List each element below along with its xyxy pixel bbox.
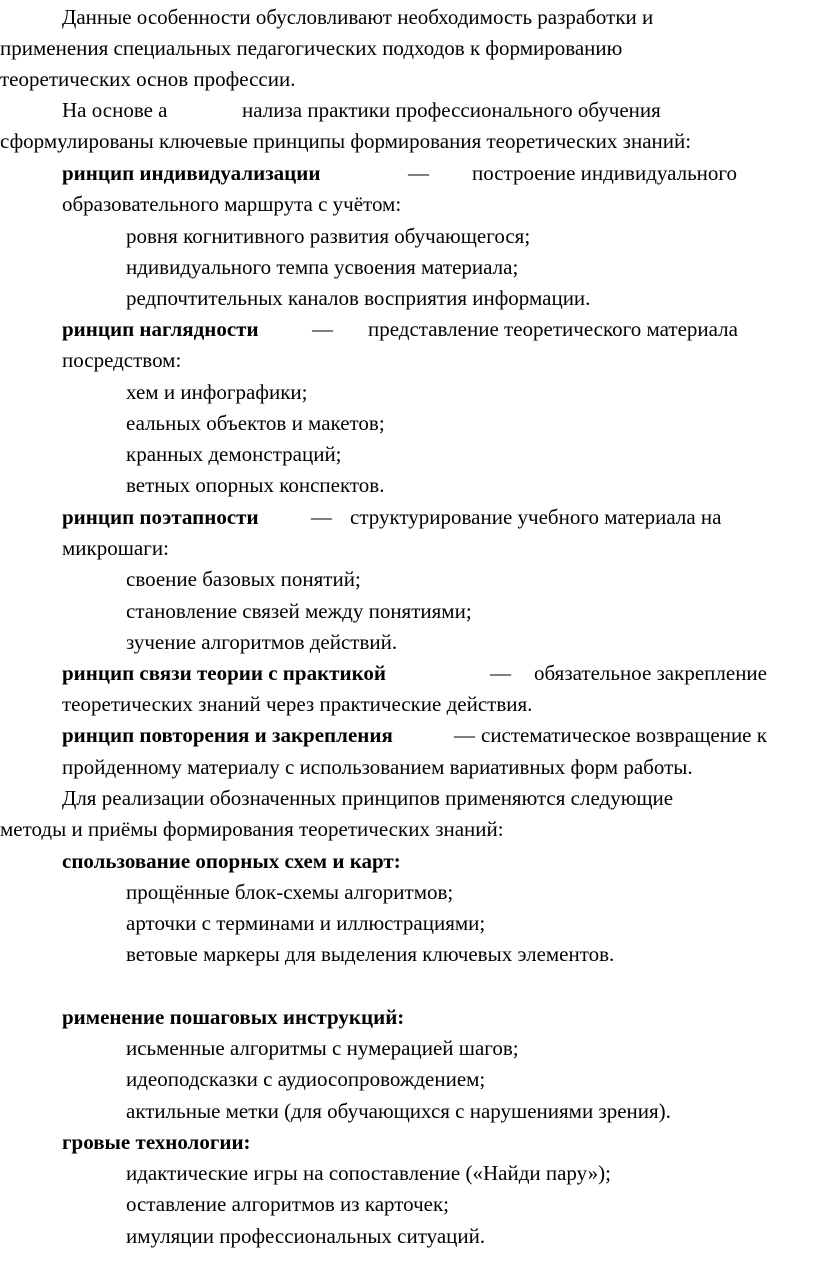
method-title: гровые технологии: [62, 1130, 251, 1154]
list-item: зучение алгоритмов действий. [126, 630, 398, 654]
list-item: ветных опорных конспектов. [126, 473, 385, 497]
principle-desc: систематическое возвращение к [481, 723, 767, 747]
principle-desc: представление теоретического материала [368, 317, 738, 341]
list-item: еальных объектов и макетов; [126, 411, 385, 435]
list-item: арточки с терминами и иллюстрациями; [126, 911, 486, 935]
principle-title: ринцип поэтапности [62, 505, 259, 529]
principle-dash: — [312, 317, 333, 341]
list-item: имуляции профессиональных ситуаций. [126, 1224, 486, 1248]
list-item: идактические игры на сопоставление («Найди пару»); [126, 1161, 612, 1185]
intro-p1-line-1: Данные особенности обусловливают необходимость разработки и [62, 5, 654, 29]
methods-intro-line-2: методы и приёмы формирования теоретических знаний: [0, 817, 504, 841]
principle-continuation: теоретических знаний через практические действия. [62, 692, 533, 716]
principle-dash: — [490, 661, 511, 685]
intro-p1-line-2: применения специальных педагогических подходов к формированию [0, 36, 623, 60]
principle-continuation: посредством: [62, 348, 182, 372]
intro-p2-line-2: сформулированы ключевые принципы формирования теоретических знаний: [0, 129, 692, 153]
list-item: актильные метки (для обучающихся с нарушениями зрения). [126, 1099, 671, 1123]
principle-desc: обязательное закрепление [534, 661, 767, 685]
list-item: редпочтительных каналов восприятия информации. [126, 286, 591, 310]
methods-intro-line-1: Для реализации обозначенных принципов применяются следующие [62, 786, 674, 810]
intro-p2-rest: нализа практики профессионального обучения [242, 98, 661, 122]
principle-title: ринцип повторения и закрепления [62, 723, 393, 747]
method-title: рименение пошаговых инструкций: [62, 1005, 405, 1029]
principle-dash: — [311, 505, 332, 529]
list-item: прощённые блок-схемы алгоритмов; [126, 880, 454, 904]
principle-continuation: микрошаги: [62, 536, 169, 560]
principle-continuation: пройденному материалу с использованием вариативных форм работы. [62, 755, 693, 779]
method-title: спользование опорных схем и карт: [62, 849, 401, 873]
principle-continuation: образовательного маршрута с учётом: [62, 192, 402, 216]
list-item: ветовые маркеры для выделения ключевых элементов. [126, 942, 615, 966]
list-item: кранных демонстраций; [126, 442, 342, 466]
principle-title: ринцип наглядности [62, 317, 259, 341]
list-item: своение базовых понятий; [126, 567, 361, 591]
principle-dash: — [408, 161, 429, 185]
intro-p1-line-3: теоретических основ профессии. [0, 67, 296, 91]
principle-desc: построение индивидуального [472, 161, 737, 185]
list-item: становление связей между понятиями; [126, 599, 472, 623]
principle-title: ринцип индивидуализации [62, 161, 321, 185]
list-item: ровня когнитивного развития обучающегося; [126, 224, 531, 248]
intro-p2-start: На основе а [62, 98, 168, 122]
list-item: хем и инфографики; [126, 380, 308, 404]
principle-title: ринцип связи теории с практикой [62, 661, 387, 685]
list-item: оставление алгоритмов из карточек; [126, 1192, 450, 1216]
list-item: исьменные алгоритмы с нумерацией шагов; [126, 1036, 519, 1060]
principle-dash: — [454, 723, 475, 747]
list-item: идеоподсказки с аудиосопровождением; [126, 1067, 486, 1091]
list-item: ндивидуального темпа усвоения материала; [126, 255, 519, 279]
principle-desc: структурирование учебного материала на [350, 505, 722, 529]
